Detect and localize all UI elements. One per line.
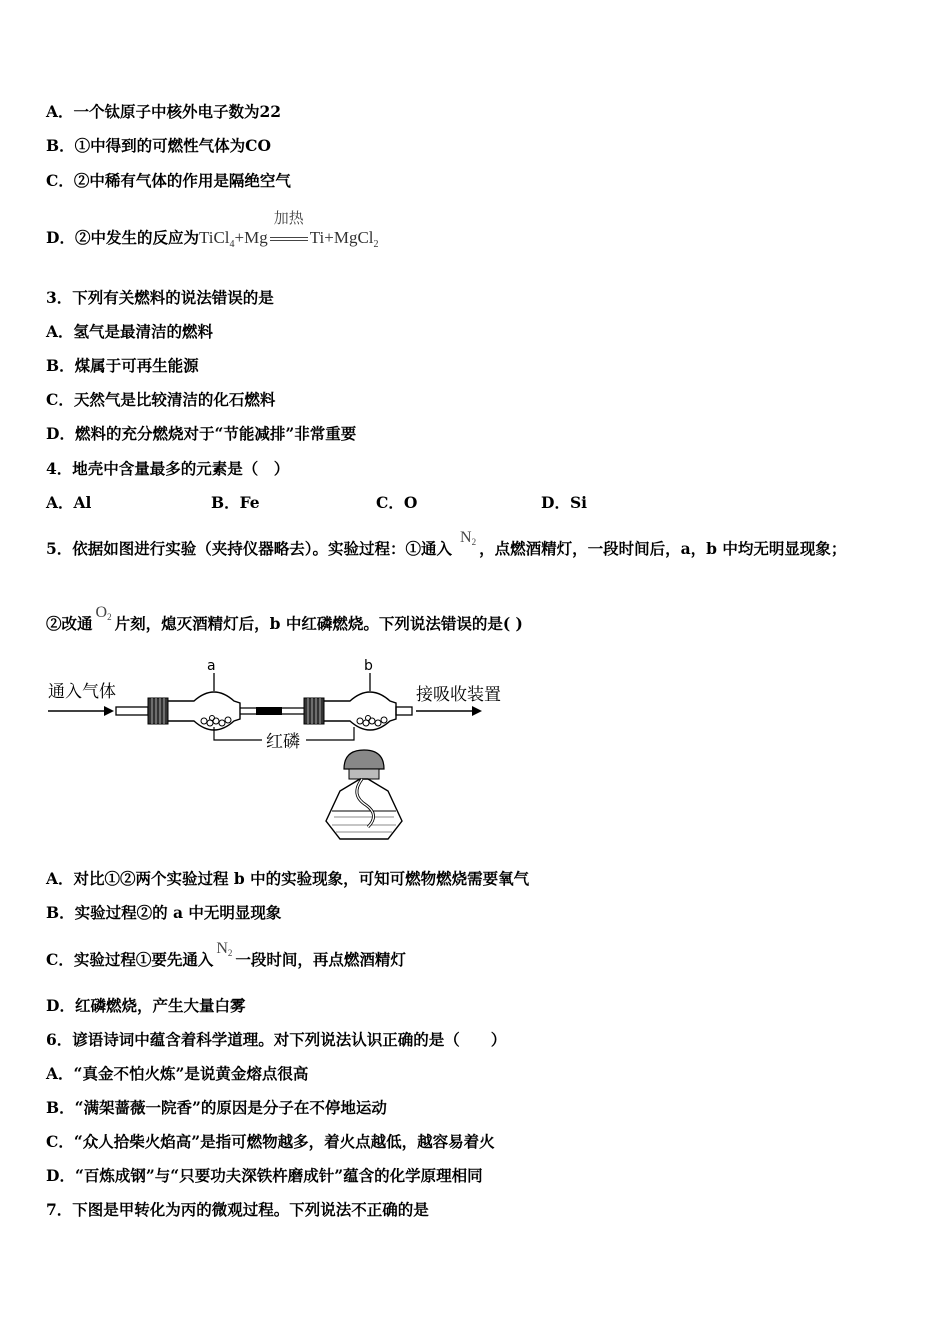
q5-option-a: A．对比①②两个实验过程 b 中的实验现象，可知可燃物燃烧需要氧气: [46, 869, 530, 888]
q2-option-d-prefix: D．②中发生的反应为: [46, 228, 199, 247]
q6-option-b: B．“满架蔷薇一院香”的原因是分子在不停地运动: [46, 1098, 387, 1117]
outlet-label: 接吸收装置: [416, 685, 501, 705]
n2-formula-c: [216, 939, 232, 963]
tube-a: [116, 673, 240, 730]
q4-option-a: A．Al: [46, 493, 92, 512]
o2-sub: 2: [107, 612, 112, 622]
q5-stem-part1: 5．依据如图进行实验（夹持仪器略去）。实验过程：①通入: [46, 539, 453, 558]
q4-stem: 4．地壳中含量最多的元素是（ ）: [46, 459, 290, 478]
q6-option-c: C．“众人拾柴火焰高”是指可燃物越多，着火点越低，越容易着火: [46, 1132, 495, 1151]
phosphorus-b: [357, 716, 387, 727]
n2-formula: [460, 528, 476, 552]
q7-stem: 7．下图是甲转化为丙的微观过程。下列说法不正确的是: [46, 1200, 429, 1219]
q4-option-c: C．O: [376, 493, 418, 512]
reaction-condition: [270, 211, 308, 248]
q3-option-b: B．煤属于可再生能源: [46, 356, 199, 375]
phosphorus-a: [201, 716, 231, 727]
reaction-equation: [198, 211, 379, 250]
q5-option-c-part1: C．实验过程①要先通入: [46, 950, 214, 969]
alcohol-lamp-icon: [326, 750, 402, 839]
q3-option-c: C．天然气是比较清洁的化石燃料: [46, 390, 276, 409]
q3-option-d: D．燃料的充分燃烧对于“节能减排”非常重要: [46, 424, 357, 443]
q2-option-d: [46, 211, 379, 255]
experiment-apparatus-figure: [44, 655, 524, 845]
o2-formula: [96, 603, 112, 627]
n2-n: N: [460, 529, 472, 546]
subscript-2: 2: [373, 239, 379, 250]
q4-option-b: B．Fe: [211, 493, 260, 512]
outlet-arrow: [416, 706, 482, 716]
o2-o: O: [95, 604, 108, 621]
q6-option-a: A．“真金不怕火炼”是说黄金熔点很高: [46, 1064, 309, 1083]
q5-option-d: D．红磷燃烧，产生大量白雾: [46, 996, 246, 1015]
q5-stem-line1: [46, 529, 847, 564]
subscript-4: 4: [229, 239, 235, 250]
inlet-arrow: [48, 706, 114, 716]
tube-b: [304, 673, 412, 730]
q2-option-c: C．②中稀有气体的作用是隔绝空气: [46, 171, 291, 190]
connector-tube: [240, 707, 304, 715]
label-a: a: [207, 658, 216, 674]
n2c-sub: 2: [227, 948, 233, 958]
q5-stem2-part1: ②改通: [46, 614, 93, 633]
q5-option-b: B．实验过程②的 a 中无明显现象: [46, 903, 282, 922]
q5-stem-line2: [46, 604, 523, 639]
phosphorus-label: 红磷: [266, 732, 300, 752]
q5-stem-part2: ，点燃酒精灯，一段时间后，a，b 中均无明显现象；: [479, 539, 847, 558]
q5-option-c: [46, 940, 406, 975]
label-b: b: [364, 658, 373, 674]
inlet-label: 通入气体: [48, 682, 116, 702]
q5-stem2-part2: 片刻，熄灭酒精灯后，b 中红磷燃烧。下列说法错误的是( ): [114, 614, 523, 633]
q4-options: [46, 493, 587, 513]
q5-option-c-part2: 一段时间，再点燃酒精灯: [235, 950, 406, 969]
n2-sub: 2: [471, 537, 477, 547]
q2-option-b: B．①中得到的可燃性气体为CO: [46, 136, 271, 155]
reactant-mg: +Mg: [234, 228, 268, 247]
q6-stem: 6．谚语诗词中蕴含着科学道理。对下列说法认识正确的是（ ）: [46, 1030, 507, 1049]
reactant-ticl: TiCl: [198, 228, 230, 247]
q4-option-d: D．Si: [541, 493, 588, 512]
n2c-n: N: [216, 940, 228, 957]
q2-option-a: A．一个钛原子中核外电子数为22: [46, 102, 282, 121]
products: Ti+MgCl: [309, 228, 374, 247]
equals-sign: [270, 237, 308, 241]
condition-heat: 加热: [273, 211, 304, 227]
q3-stem: 3．下列有关燃料的说法错误的是: [46, 288, 274, 307]
q6-option-d: D．“百炼成钢”与“只要功夫深铁杵磨成针”蕴含的化学原理相同: [46, 1166, 483, 1185]
q3-option-a: A．氢气是最清洁的燃料: [46, 322, 214, 341]
